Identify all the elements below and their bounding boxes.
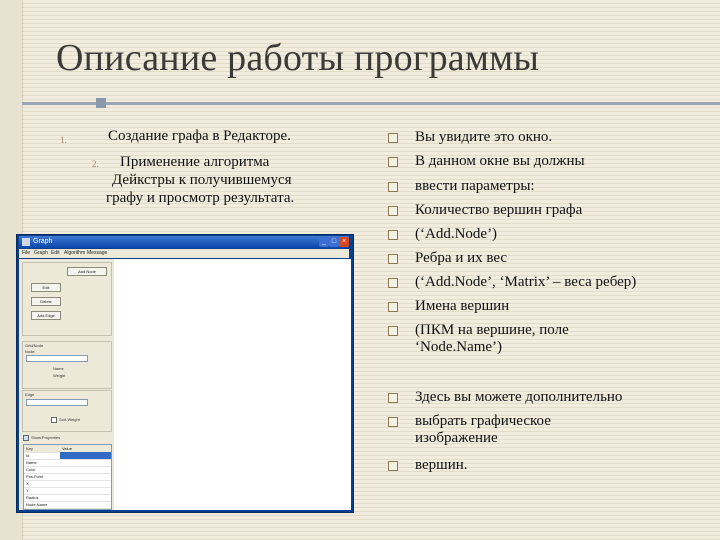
delete-button[interactable]: Delete: [31, 297, 61, 306]
sort-weight-checkbox[interactable]: [51, 417, 57, 423]
square-bullet-icon: [388, 133, 398, 143]
show-properties-checkbox[interactable]: [23, 435, 29, 441]
selected-cell[interactable]: [60, 452, 111, 459]
table-row[interactable]: Y: [24, 487, 111, 495]
graph-canvas[interactable]: [114, 259, 351, 510]
step-number: 2.: [92, 159, 99, 169]
checkbox-label: Sort.Weight: [59, 417, 80, 422]
square-bullet-icon: [388, 417, 398, 427]
square-bullet-icon: [388, 157, 398, 167]
tools-group: [22, 262, 112, 336]
square-bullet-icon: [388, 302, 398, 312]
square-bullet-icon: [388, 326, 398, 336]
add-node-button[interactable]: Add.Node: [67, 267, 107, 276]
edit-button[interactable]: Edit: [31, 283, 61, 292]
maximize-icon[interactable]: □: [329, 237, 339, 247]
field-label: Name: [53, 366, 64, 371]
close-icon[interactable]: ×: [339, 237, 349, 247]
window-title: Graph: [33, 238, 53, 245]
menu-file[interactable]: File: [22, 250, 31, 256]
step-text: Дейкстры к получившемуся: [112, 172, 292, 188]
side-panel: [19, 259, 114, 510]
group-sublabel: Node: [25, 349, 35, 354]
table-row[interactable]: X: [24, 480, 111, 488]
menu-graph[interactable]: Graph: [34, 250, 48, 256]
grid-header: Key Value: [24, 445, 111, 453]
field-label: Weight: [53, 373, 66, 378]
minimize-icon[interactable]: _: [319, 237, 329, 247]
node-group: [22, 341, 112, 389]
square-bullet-icon: [388, 278, 398, 288]
square-bullet-icon: [388, 393, 398, 403]
title-accent-square: [96, 98, 106, 108]
menu-bar: [19, 249, 349, 258]
step-text: графу и просмотр результата.: [106, 190, 295, 206]
edge-group: [22, 390, 112, 432]
square-bullet-icon: [388, 254, 398, 264]
table-row[interactable]: Id: [24, 452, 111, 460]
checkbox-label: Show.Properties: [31, 435, 61, 440]
table-row[interactable]: Radius: [24, 494, 111, 502]
table-row[interactable]: Color: [24, 466, 111, 474]
table-row[interactable]: Name: [24, 459, 111, 467]
window-titlebar[interactable]: [19, 236, 349, 248]
menu-edit[interactable]: Edit: [51, 250, 60, 256]
step-text: Создание графа в Редакторе.: [108, 128, 291, 144]
step-number: 1.: [60, 135, 67, 145]
square-bullet-icon: [388, 206, 398, 216]
group-label: Edge: [25, 392, 35, 397]
square-bullet-icon: [388, 461, 398, 471]
step-text: Применение алгоритма: [120, 154, 270, 170]
menu-algorithm[interactable]: Algorithm: [64, 250, 86, 256]
group-label: Grid/Node: [25, 343, 44, 348]
add-edge-button[interactable]: Add.Edge: [31, 311, 61, 320]
table-row[interactable]: Node.Name: [24, 501, 111, 509]
app-icon: [22, 238, 30, 246]
table-row[interactable]: Pos.Point: [24, 473, 111, 481]
title-divider: [22, 102, 720, 105]
slide-title: Описание работы программы: [56, 37, 540, 79]
node-select[interactable]: [26, 355, 88, 362]
properties-grid[interactable]: [23, 444, 112, 510]
menu-message[interactable]: Message: [87, 250, 108, 256]
edge-select[interactable]: [26, 399, 88, 406]
square-bullet-icon: [388, 230, 398, 240]
square-bullet-icon: [388, 182, 398, 192]
app-window-screenshot: [16, 234, 354, 513]
